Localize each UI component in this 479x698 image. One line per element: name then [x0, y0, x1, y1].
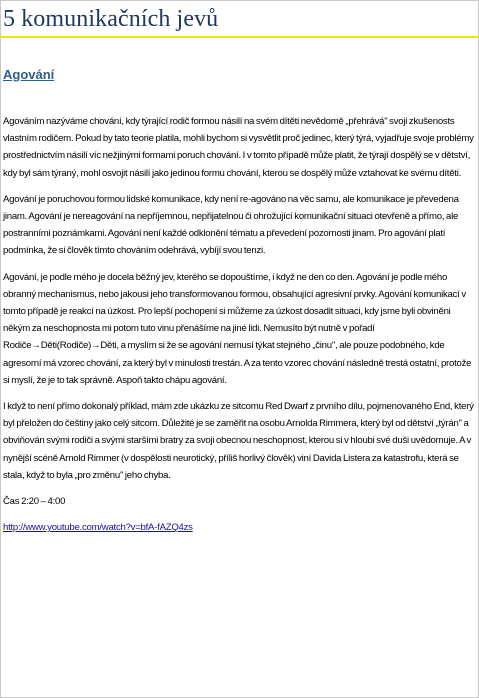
paragraph-1: Agováním nazýváme chování, kdy týrající rodič formou násilí na svém dítěti nevědomě „přehrává" svoji zkušenosts vlastním rodičem. Pokud by tato teorie platila, mohli bychom si vysvětlit proč jedinec, který týrá, vyjadřuje svoje problémy prostřednictvím násilí víc nežjinými formami poruch chování. I v tomto případě může platit, že týrají dospělý se v dětství, kdy byl sám týraný, mohl osvojit násilí jako jedinou formu chování, kterou se dospělý může vztahovat ke svému dítěti.: [3, 116, 474, 179]
youtube-link[interactable]: http://www.youtube.com/watch?v=bfA-fAZQ4zs: [3, 522, 193, 534]
title-underline: [0, 36, 479, 38]
timestamp-text: Čas 2:20 – 4:00: [3, 496, 66, 508]
page-title: 5 komunikačních jevů: [3, 6, 219, 32]
paragraph-3: Agování, je podle mého je docela běžný jev, kterého se dopouštíme, i když ne den co den. Agování je podle mého obranný mechanismus, nebo jakousi jeho transformovanou formou, obsahující agresivní prvky. Agování komunikací v tomto případě je reakcí na úzkost. Pro lepší pochopení si můžeme za úzkost dosadit situaci, kdy jsme byli obviněni někým za neschopnosta mi potom tuto vinu přenášíme na jiné lidi. Nemusíto být nutně v pořadí Rodiče→Děti(Rodiče)→Děti, a myslím si že se agování nemusí týkat stejného „činu", ale pouze podobného, kde agresorní má vzorec chování, za který byl v minulosti trestán. A za tento vzorec chování následně trestá ostatní, protože si myslí, že je to tak správně. Aspoň takto chápu agování.: [3, 271, 472, 386]
document-body: [3, 113, 479, 545]
paragraph-4: I když to není přímo dokonalý příklad, mám zde ukázku ze sitcomu Red Dwarf z prvního dílu, pojmenovaného End, který byl přeložen do češtiny jako celý sitcom. Důležité je se zaměřit na osobu Arnolda Rimmera, který byl od dětství „týrán" a obviňován svými rodiči a svými staršími bratry za svoji obecnou neschopnost, kterou si v hloubi své duši uvědomuje. A v nynější scéně Arnold Rimmer (v dospělosti neurotický, příliš horlivý člověk) viní Davida Listera za katastrofu, která se stala, když to byla „pro změnu" jeho chyba.: [3, 401, 474, 481]
section-heading: Agování: [3, 67, 55, 82]
link-paragraph: [3, 519, 479, 536]
paragraph-2: Agování je poruchovou formou lidské komunikace, kdy není re-agováno na věc samu, ale komunikace je převedena jinam. Agování je nereagování na nepříjemnou, nepřijatelnou či ohrožující komunikační situaci otevřeně a přímo, ale postranními poznámkami. Agování není každé odklonění tématu a převedení pozornosti jinam. Pro agování platí podmínka, že si člověk tímto chováním odehrává, vybíjí svou tenzi.: [3, 193, 459, 257]
